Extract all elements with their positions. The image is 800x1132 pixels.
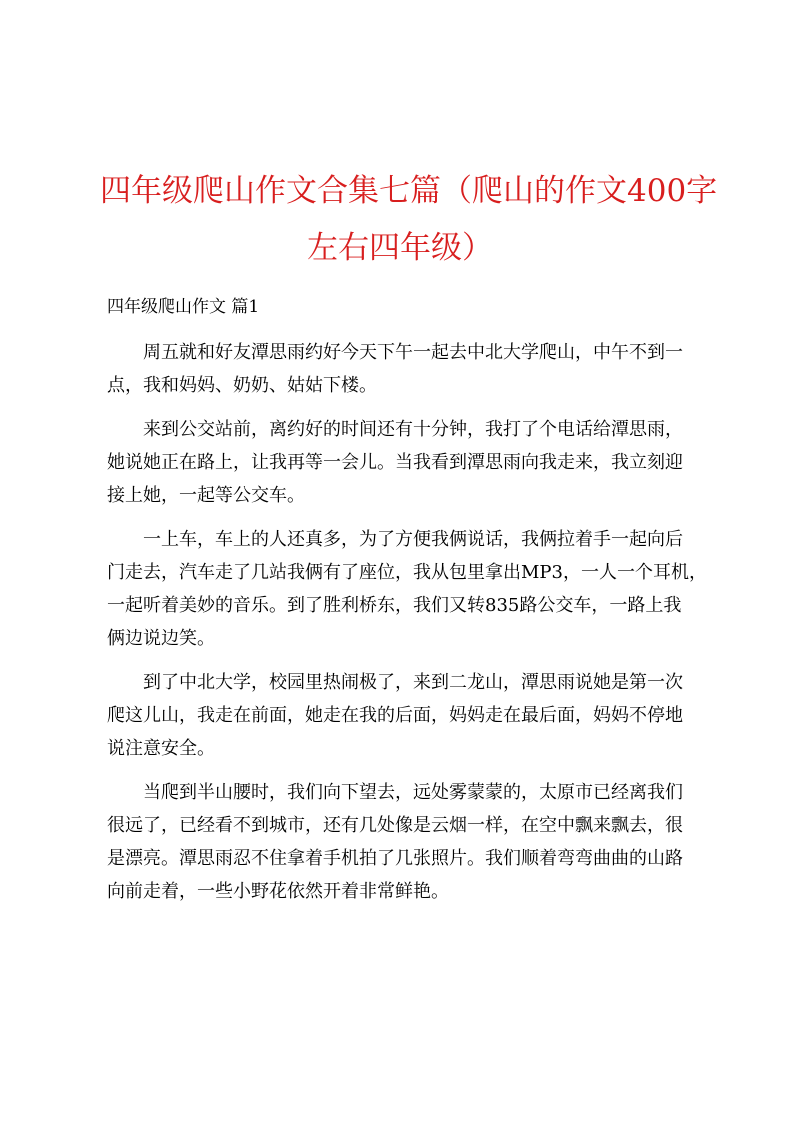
paragraph-line: 门走去，汽车走了几站我俩有了座位，我从包里拿出MP3，一人一个耳机， — [107, 562, 707, 583]
paragraph-line: 是漂亮。潭思雨忍不住拿着手机拍了几张照片。我们顺着弯弯曲曲的山路 — [107, 848, 683, 869]
document-body — [107, 336, 707, 919]
paragraph-line: 说注意安全。 — [107, 738, 215, 759]
paragraph-line: 很远了，已经看不到城市，还有几处像是云烟一样，在空中飘来飘去，很 — [107, 815, 683, 836]
paragraph-line: 一上车，车上的人还真多，为了方便我俩说话，我俩拉着手一起向后 — [143, 529, 683, 550]
paragraph-line: 点，我和妈妈、奶奶、姑姑下楼。 — [107, 375, 377, 396]
paragraph-line: 当爬到半山腰时，我们向下望去，远处雾蒙蒙的，太原市已经离我们 — [143, 782, 683, 803]
paragraph-line: 到了中北大学，校园里热闹极了，来到二龙山，潭思雨说她是第一次 — [143, 672, 683, 693]
paragraph-line: 她说她正在路上，让我再等一会儿。当我看到潭思雨向我走来，我立刻迎 — [107, 452, 683, 473]
paragraph-line: 周五就和好友潭思雨约好今天下午一起去中北大学爬山，中午不到一 — [143, 342, 683, 363]
title-line-1: 四年级爬山作文合集七篇（爬山的作文400字 — [100, 173, 718, 209]
section-heading: 四年级爬山作文 篇1 — [107, 297, 260, 317]
paragraph-5 — [107, 776, 697, 908]
paragraph-line: 来到公交站前，离约好的时间还有十分钟，我打了个电话给潭思雨， — [143, 419, 683, 440]
paragraph-2 — [107, 413, 697, 512]
paragraph-4 — [107, 666, 697, 765]
title-line-2: 左右四年级） — [307, 230, 493, 266]
paragraph-line: 一起听着美妙的音乐。到了胜利桥东，我们又转835路公交车，一路上我 — [107, 595, 682, 616]
paragraph-3 — [107, 523, 707, 655]
paragraph-1 — [107, 336, 697, 402]
paragraph-line: 向前走着，一些小野花依然开着非常鲜艳。 — [107, 881, 449, 902]
paragraph-line: 俩边说边笑。 — [107, 628, 215, 649]
document-title — [100, 163, 718, 277]
paragraph-line: 接上她，一起等公交车。 — [107, 485, 305, 506]
paragraph-line: 爬这儿山，我走在前面，她走在我的后面，妈妈走在最后面，妈妈不停地 — [107, 705, 683, 726]
